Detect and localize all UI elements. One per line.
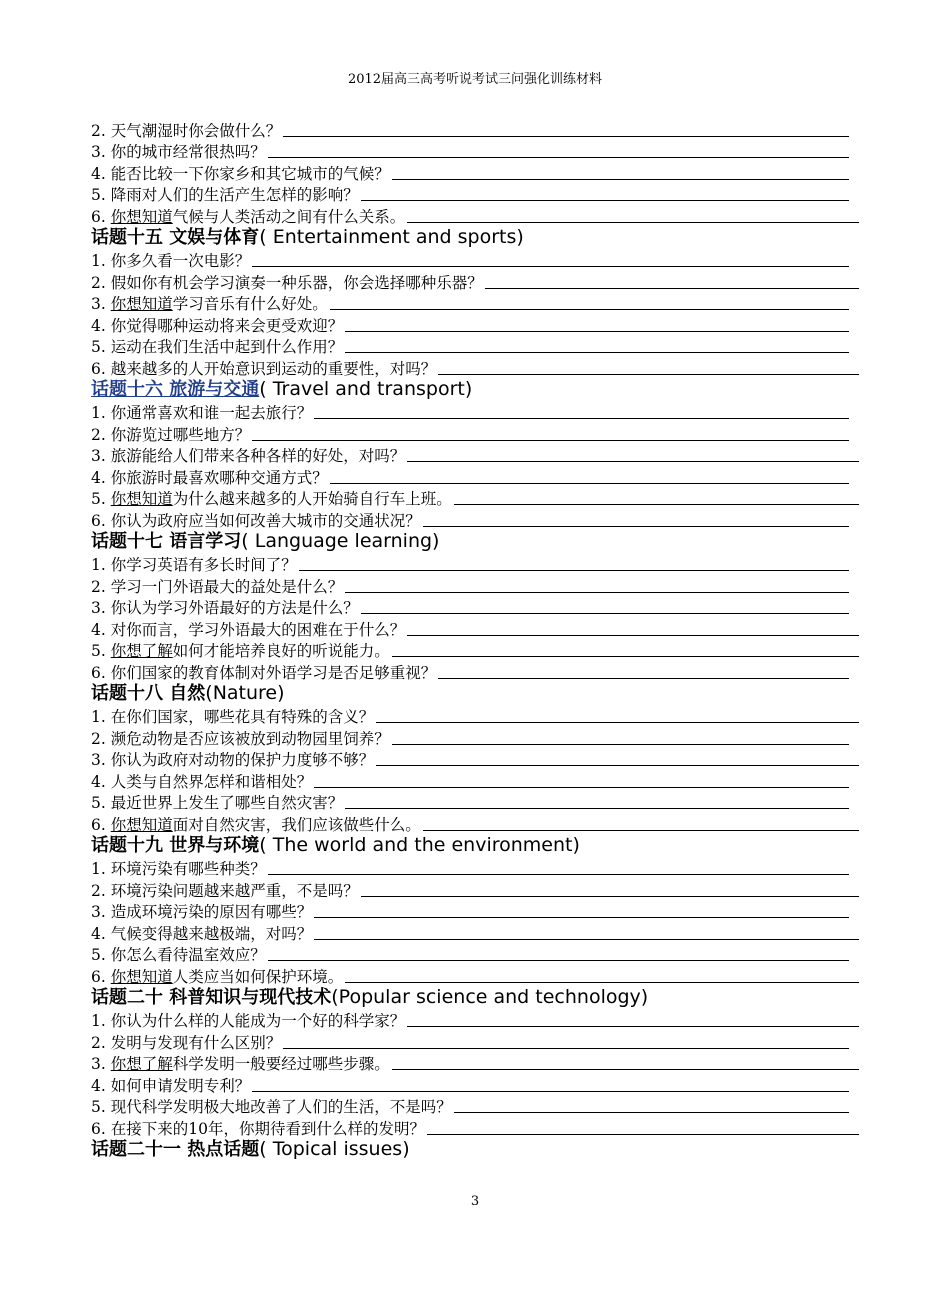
question-row <box>91 812 861 834</box>
answer-blank-line[interactable] <box>392 656 859 657</box>
question-part: 气候与人类活动之间有什么关系。 <box>172 207 406 226</box>
question-row <box>91 508 861 530</box>
topic-title-en: ( Travel and transport) <box>259 377 473 400</box>
question-part: 6. 在接下来的10年，你期待看到什么样的发明？ <box>91 1119 425 1138</box>
question-part: 1. 你学习英语有多长时间了？ <box>91 556 297 574</box>
answer-blank-line[interactable] <box>427 1134 859 1135</box>
question-part: 2. 学习一门外语最大的益处是什么？ <box>91 577 344 596</box>
question-text <box>91 1012 405 1030</box>
answer-blank-line[interactable] <box>392 1069 859 1070</box>
question-underlined: 你想了解 <box>110 1055 173 1073</box>
question-part: 4. 能否比较一下你家乡和其它城市的气候？ <box>91 164 390 183</box>
answer-blank-line[interactable] <box>252 440 849 441</box>
question-text <box>91 1120 425 1138</box>
question-text <box>91 882 359 900</box>
question-part: 学习音乐有什么好处。 <box>172 295 328 313</box>
question-row <box>91 401 861 423</box>
page-header: 2012届高三高考听说考试三问强化训练材料 <box>347 72 603 87</box>
question-part: 1. 你认为什么样的人能成为一个好的科学家？ <box>91 1012 406 1030</box>
question-text <box>91 360 436 378</box>
question-text <box>91 447 405 465</box>
question-part: 为什么越来越多的人开始骑自行车上班。 <box>172 490 452 508</box>
answer-blank-line[interactable] <box>345 808 849 809</box>
topic-title-en: ( The world and the environment) <box>259 833 580 856</box>
question-text <box>91 578 343 596</box>
question-text <box>91 773 312 791</box>
topic-title-zh: 话题二十 科普知识与现代技术 <box>91 986 332 1008</box>
question-row <box>91 705 861 727</box>
answer-blank-line[interactable] <box>345 352 849 353</box>
answer-blank-line[interactable] <box>268 157 849 158</box>
question-part: 1. 在你们国家，哪些花具有特殊的含义？ <box>91 708 375 726</box>
question-text <box>91 338 343 356</box>
question-part: 6. 你们国家的教育体制对外语学习是否足够重视？ <box>91 663 437 682</box>
question-text <box>91 664 436 682</box>
topic-heading <box>91 986 861 1009</box>
question-text <box>91 903 312 921</box>
question-row <box>91 857 861 879</box>
question-row <box>91 161 861 183</box>
topic-title-zh: 话题十六 旅游与交通 <box>91 378 260 400</box>
answer-blank-line[interactable] <box>423 526 849 527</box>
question-part: 6. <box>91 815 111 834</box>
question-text <box>91 794 343 812</box>
question-part: 4. 人类与自然界怎样和谐相处？ <box>91 772 313 791</box>
question-text <box>91 252 250 270</box>
answer-blank-line[interactable] <box>330 309 849 310</box>
question-row <box>91 791 861 813</box>
answer-blank-line[interactable] <box>392 744 849 745</box>
question-text <box>91 404 312 422</box>
question-part: 5. 运动在我们生活中起到什么作用？ <box>91 338 344 356</box>
question-row <box>91 1095 861 1117</box>
question-part: 6. <box>91 207 111 226</box>
question-part: 4. 如何申请发明专利？ <box>91 1076 251 1095</box>
question-part: 3. 你认为学习外语最好的方法是什么？ <box>91 599 359 617</box>
question-part: 3. 造成环境污染的原因有哪些？ <box>91 903 313 921</box>
question-text <box>91 1098 452 1116</box>
answer-blank-line[interactable] <box>330 483 849 484</box>
question-row <box>91 943 861 965</box>
question-underlined: 你想知道 <box>110 815 173 834</box>
question-row <box>91 900 861 922</box>
answer-blank-line[interactable] <box>438 374 859 375</box>
question-part: 人类应当如何保护环境。 <box>172 967 344 986</box>
question-part: 3. 你的城市经常很热吗？ <box>91 143 266 161</box>
question-part: 2. 发明与发现有什么区别？ <box>91 1033 282 1052</box>
answer-blank-line[interactable] <box>423 830 859 831</box>
question-row <box>91 1052 861 1074</box>
answer-blank-line[interactable] <box>345 331 849 332</box>
topic-title-zh: 话题十八 自然 <box>91 682 206 704</box>
question-text <box>91 274 483 292</box>
answer-blank-line[interactable] <box>407 1026 859 1027</box>
answer-blank-line[interactable] <box>252 266 849 267</box>
question-row <box>91 204 861 226</box>
question-row <box>91 660 861 682</box>
topic-title-zh: 话题十七 语言学习 <box>91 530 242 552</box>
question-part: 1. 你多久看一次电影？ <box>91 252 251 270</box>
question-row <box>91 444 861 466</box>
question-underlined: 你想知道 <box>110 295 173 313</box>
question-row <box>91 748 861 770</box>
answer-blank-line[interactable] <box>361 896 859 897</box>
question-text <box>91 1077 250 1095</box>
question-part: 6. <box>91 967 111 986</box>
question-row <box>91 574 861 596</box>
answer-blank-line[interactable] <box>314 939 859 940</box>
question-row <box>91 183 861 205</box>
question-row <box>91 1116 861 1138</box>
question-text <box>91 426 250 444</box>
answer-blank-line[interactable] <box>407 222 859 223</box>
question-text <box>91 860 266 878</box>
question-text <box>91 186 359 204</box>
topic-title-en: (Popular science and technology) <box>331 985 649 1008</box>
question-text <box>91 165 390 183</box>
question-row <box>91 335 861 357</box>
question-row <box>91 118 861 140</box>
answer-blank-line[interactable] <box>314 917 849 918</box>
question-part: 如何才能培养良好的听说能力。 <box>172 642 390 660</box>
answer-blank-line[interactable] <box>454 1112 849 1113</box>
question-part: 2. 天气潮湿时你会做什么？ <box>91 121 282 140</box>
question-part: 4. 气候变得越来越极端，对吗？ <box>91 924 313 943</box>
question-part: 3. 旅游能给人们带来各种各样的好处，对吗？ <box>91 447 406 465</box>
question-row <box>91 596 861 618</box>
question-part: 2. 环境污染问题越来越严重，不是吗？ <box>91 881 359 900</box>
question-part: 1. 环境污染有哪些种类？ <box>91 860 266 878</box>
question-part: 面对自然灾害，我们应该做些什么。 <box>172 815 421 834</box>
question-part: 科学发明一般要经过哪些步骤。 <box>172 1055 390 1073</box>
question-part: 6. 越来越多的人开始意识到运动的重要性，对吗？ <box>91 359 437 378</box>
question-part: 5. 最近世界上发生了哪些自然灾害？ <box>91 794 344 812</box>
answer-blank-line[interactable] <box>314 787 849 788</box>
question-row <box>91 639 861 661</box>
answer-blank-line[interactable] <box>283 1048 849 1049</box>
answer-blank-line[interactable] <box>407 635 859 636</box>
question-text <box>91 599 359 617</box>
question-text <box>91 469 328 487</box>
question-row <box>91 769 861 791</box>
question-text <box>91 621 405 639</box>
question-row <box>91 921 861 943</box>
topic-title-zh: 话题二十一 热点话题 <box>91 1138 260 1160</box>
question-row <box>91 270 861 292</box>
topic-title-en: ( Topical issues) <box>259 1137 410 1160</box>
answer-blank-line[interactable] <box>485 288 859 289</box>
answer-blank-line[interactable] <box>376 765 859 766</box>
answer-blank-line[interactable] <box>454 504 859 505</box>
question-text <box>91 642 390 660</box>
question-part: 5. 你怎么看待温室效应？ <box>91 946 266 964</box>
topic-heading <box>91 682 861 705</box>
question-text <box>91 751 374 769</box>
topic-title-en: ( Entertainment and sports) <box>259 225 524 248</box>
question-row <box>91 356 861 378</box>
question-underlined: 你想知道 <box>110 490 173 508</box>
answer-blank-line[interactable] <box>268 874 849 875</box>
answer-blank-line[interactable] <box>283 136 849 137</box>
question-text <box>91 708 374 726</box>
question-part: 5. <box>91 490 111 508</box>
answer-blank-line[interactable] <box>314 418 849 419</box>
answer-blank-line[interactable] <box>438 678 849 679</box>
page-number: 3 <box>470 1194 480 1209</box>
answer-blank-line[interactable] <box>345 592 849 593</box>
question-part: 5. 降雨对人们的生活产生怎样的影响？ <box>91 186 359 204</box>
question-part: 5. <box>91 642 111 660</box>
question-row <box>91 1009 861 1031</box>
question-part: 4. 对你而言，学习外语最大的困难在于什么？ <box>91 620 406 639</box>
question-text <box>91 968 343 986</box>
question-row <box>91 249 861 271</box>
question-underlined: 你想知道 <box>110 207 173 226</box>
question-text <box>91 946 266 964</box>
question-part: 2. 假如你有机会学习演奏一种乐器，你会选择哪种乐器？ <box>91 273 483 292</box>
question-part: 2. 濒危动物是否应该被放到动物园里饲养？ <box>91 729 390 748</box>
topic-heading <box>91 226 861 249</box>
topic-title-en: (Nature) <box>205 681 285 704</box>
question-row <box>91 726 861 748</box>
question-underlined: 你想了解 <box>110 642 173 660</box>
question-row <box>91 617 861 639</box>
question-text <box>91 925 312 943</box>
answer-blank-line[interactable] <box>299 570 849 571</box>
question-part: 2. 你游览过哪些地方？ <box>91 425 251 444</box>
question-row <box>91 140 861 162</box>
answer-blank-line[interactable] <box>268 960 849 961</box>
topic-heading <box>91 530 861 553</box>
question-text <box>91 490 452 508</box>
topic-title-en: ( Language learning) <box>241 529 440 552</box>
question-part: 6. 你认为政府应当如何改善大城市的交通状况？ <box>91 511 421 530</box>
question-part: 5. 现代科学发明极大地改善了人们的生活，不是吗？ <box>91 1098 452 1116</box>
question-part: 3. <box>91 1055 111 1073</box>
answer-blank-line[interactable] <box>252 1091 849 1092</box>
answer-blank-line[interactable] <box>376 722 859 723</box>
topic-heading <box>91 1138 861 1161</box>
answer-blank-line[interactable] <box>361 613 849 614</box>
question-row <box>91 1030 861 1052</box>
question-row <box>91 964 861 986</box>
question-text <box>91 208 405 226</box>
question-list <box>91 118 861 1161</box>
question-text <box>91 556 297 574</box>
question-text <box>91 122 281 140</box>
question-row <box>91 422 861 444</box>
question-text <box>91 1034 281 1052</box>
question-text <box>91 816 421 834</box>
question-row <box>91 292 861 314</box>
question-text <box>91 512 421 530</box>
topic-title-zh: 话题十九 世界与环境 <box>91 834 260 856</box>
question-row <box>91 487 861 509</box>
topic-heading[interactable] <box>91 378 861 401</box>
question-row <box>91 553 861 575</box>
question-part: 3. <box>91 295 111 313</box>
topic-title-zh: 话题十五 文娱与体育 <box>91 226 260 248</box>
question-part: 4. 你觉得哪种运动将来会更受欢迎？ <box>91 316 344 335</box>
answer-blank-line[interactable] <box>361 200 849 201</box>
topic-heading <box>91 834 861 857</box>
answer-blank-line[interactable] <box>407 461 859 462</box>
question-row <box>91 878 861 900</box>
question-text <box>91 730 390 748</box>
question-text <box>91 295 328 313</box>
question-text <box>91 1055 390 1073</box>
question-part: 1. 你通常喜欢和谁一起去旅行？ <box>91 404 313 422</box>
question-row <box>91 465 861 487</box>
question-row <box>91 1073 861 1095</box>
answer-blank-line[interactable] <box>392 179 849 180</box>
question-text <box>91 143 266 161</box>
question-text <box>91 317 343 335</box>
question-part: 3. 你认为政府对动物的保护力度够不够？ <box>91 751 375 769</box>
question-part: 4. 你旅游时最喜欢哪种交通方式？ <box>91 468 328 487</box>
answer-blank-line[interactable] <box>345 982 859 983</box>
question-row <box>91 313 861 335</box>
question-underlined: 你想知道 <box>110 967 173 986</box>
